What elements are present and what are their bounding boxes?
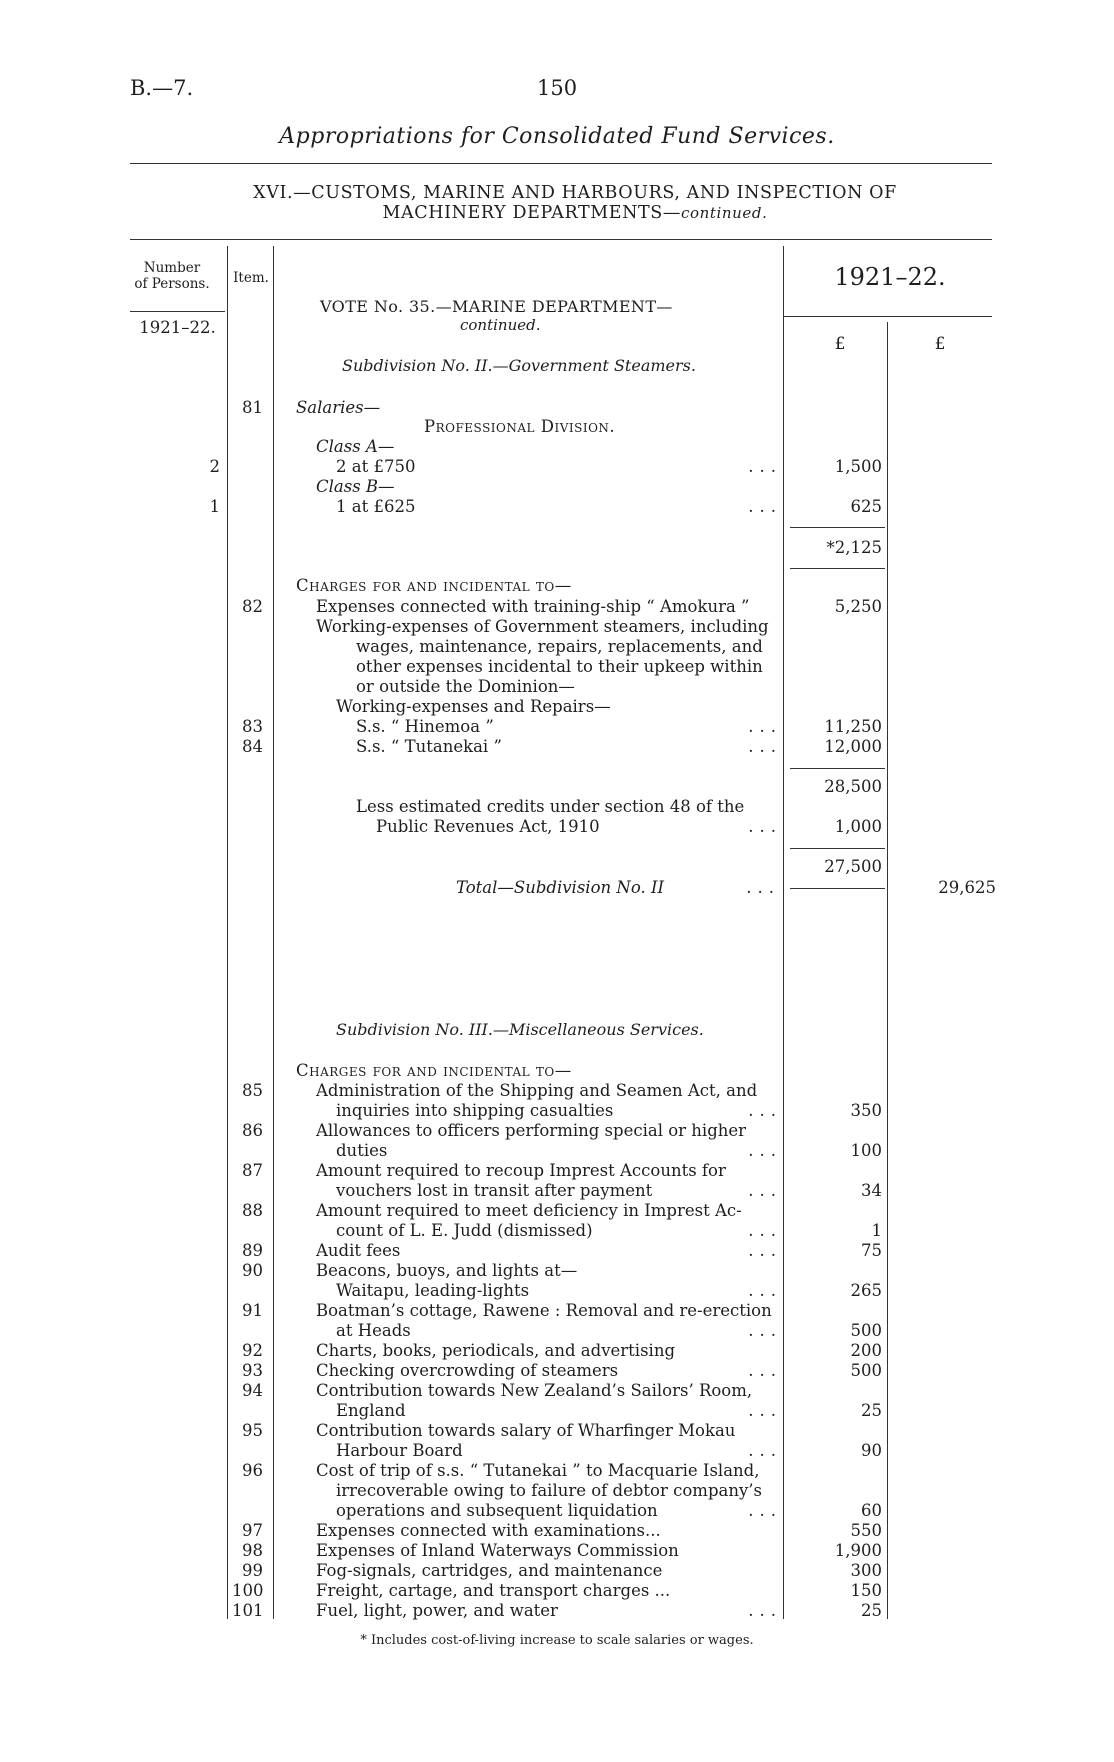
section-heading	[150, 183, 1000, 223]
row-description: other expenses incidental to their upkeep within	[356, 657, 763, 676]
row-description: Harbour Board	[336, 1441, 463, 1460]
subtotal-rule	[790, 527, 885, 528]
row-description: irrecoverable owing to failure of debtor company’s	[336, 1481, 763, 1500]
row-description: 2 at £750	[336, 457, 416, 476]
table-row	[0, 637, 1114, 657]
item-number: 89	[242, 1241, 263, 1260]
row-amount: 25	[861, 1601, 882, 1620]
row-description: Waitapu, leading-lights	[336, 1281, 530, 1300]
row-description: Boatman’s cottage, Rawene : Removal and re-erection	[316, 1301, 772, 1320]
dot-leader: ...	[746, 878, 780, 897]
persons-count: 2	[209, 457, 220, 476]
item-number: 98	[242, 1541, 263, 1560]
dot-leader: ...	[748, 1501, 782, 1520]
table-row	[0, 1241, 1114, 1261]
table-row	[0, 1081, 1114, 1101]
row-description: inquiries into shipping casualties	[336, 1101, 614, 1120]
table-row	[0, 576, 1114, 596]
row-amount: 75	[861, 1241, 882, 1260]
item-number: 93	[242, 1361, 263, 1380]
row-amount: 5,250	[834, 597, 882, 616]
table-row	[0, 797, 1114, 817]
row-description: Charts, books, periodicals, and advertising	[316, 1341, 676, 1360]
item-number: 86	[242, 1121, 263, 1140]
title-rule	[130, 163, 992, 164]
persons-header-rule	[130, 311, 225, 312]
item-number: 100	[232, 1581, 264, 1600]
table-row	[0, 1321, 1114, 1341]
row-amount: 1,000	[834, 817, 882, 836]
table-row	[0, 1361, 1114, 1381]
total-label: Total—Subdivision No. II	[456, 878, 664, 897]
table-row	[0, 697, 1114, 717]
header-persons-label: of Persons.	[134, 276, 210, 292]
subtotal-rule	[790, 568, 885, 569]
table-row	[0, 1581, 1114, 1601]
row-description: Contribution towards salary of Wharfinger Mokau	[316, 1421, 736, 1440]
row-amount: 625	[850, 497, 882, 516]
row-description: Expenses connected with examinations...	[316, 1521, 661, 1540]
section-heading-line1: XVI.—CUSTOMS, MARINE AND HARBOURS, AND INSPECTION OF	[253, 183, 897, 203]
item-number: 88	[242, 1201, 263, 1220]
row-amount: 1	[871, 1221, 882, 1240]
row-description: 1 at £625	[336, 497, 416, 516]
header-number-label: Number	[143, 260, 201, 276]
dot-leader: ...	[748, 1401, 782, 1420]
row-description: Amount required to recoup Imprest Accounts for	[316, 1161, 726, 1180]
row-amount: 300	[850, 1561, 882, 1580]
vote-title: VOTE No. 35.—MARINE DEPARTMENT—	[320, 297, 673, 316]
row-description: wages, maintenance, repairs, replacements, and	[356, 637, 763, 656]
row-description: Audit fees	[316, 1241, 401, 1260]
dot-leader: ...	[748, 1281, 782, 1300]
subdivision-2-title: Subdivision No. II.—Government Steamers.	[342, 356, 696, 375]
subdivision-total: 29,625	[938, 878, 996, 897]
row-amount: 1,900	[834, 1541, 882, 1560]
table-row	[0, 1121, 1114, 1141]
dot-leader: ...	[748, 1441, 782, 1460]
row-description: Expenses connected with training-ship “ Amokura ”	[316, 597, 750, 616]
item-number: 92	[242, 1341, 263, 1360]
subdivision-3-title: Subdivision No. III.—Miscellaneous Services.	[336, 1020, 704, 1039]
header-year-right: 1921–22.	[834, 263, 946, 291]
dot-leader: ...	[748, 1241, 782, 1260]
row-amount: 500	[850, 1321, 882, 1340]
row-description: Contribution towards New Zealand’s Sailors’ Room,	[316, 1381, 753, 1400]
section-heading-line2: MACHINERY DEPARTMENTS—	[382, 203, 681, 223]
row-amount: 150	[850, 1581, 882, 1600]
table-row	[0, 717, 1114, 737]
dot-leader: ...	[748, 717, 782, 736]
subtotal-rule	[790, 848, 885, 849]
row-amount: 500	[850, 1361, 882, 1380]
document-code: B.—7.	[130, 76, 194, 100]
table-row	[0, 538, 1114, 558]
row-description: Fog-signals, cartridges, and maintenance	[316, 1561, 663, 1580]
dot-leader: ...	[748, 497, 782, 516]
table-row	[0, 617, 1114, 637]
table-row	[0, 737, 1114, 757]
row-description: duties	[336, 1141, 388, 1160]
row-description: Charges for and incidental to—	[296, 1061, 572, 1080]
row-amount: 25	[861, 1401, 882, 1420]
table-row	[0, 1461, 1114, 1481]
table-row	[0, 1601, 1114, 1621]
table-row	[0, 1381, 1114, 1401]
item-number: 83	[242, 717, 263, 736]
dot-leader: ...	[748, 1141, 782, 1160]
table-row	[0, 1261, 1114, 1281]
dot-leader: ...	[748, 457, 782, 476]
persons-count: 1	[209, 497, 220, 516]
table-row	[0, 1281, 1114, 1301]
table-row	[0, 398, 1114, 418]
row-description: Allowances to officers performing special or higher	[316, 1121, 747, 1140]
subtotal-amount: 28,500	[824, 777, 882, 796]
row-description: Working-expenses and Repairs—	[336, 697, 611, 716]
table-row	[0, 817, 1114, 837]
table-row	[0, 1501, 1114, 1521]
item-number: 90	[242, 1261, 263, 1280]
row-amount: 11,250	[824, 717, 882, 736]
item-number: 95	[242, 1421, 263, 1440]
table-row	[0, 657, 1114, 677]
table-row	[0, 1161, 1114, 1181]
item-number: 101	[232, 1601, 264, 1620]
item-number: 96	[242, 1461, 263, 1480]
table-row	[0, 777, 1114, 797]
row-amount: 200	[850, 1341, 882, 1360]
row-description: count of L. E. Judd (dismissed)	[336, 1221, 593, 1240]
dot-leader: ...	[748, 817, 782, 836]
row-description: Amount required to meet deficiency in Imprest Ac-	[316, 1201, 742, 1220]
subtotal-amount: *2,125	[826, 538, 882, 557]
table-row	[0, 437, 1114, 457]
row-amount: 1,500	[834, 457, 882, 476]
row-description: at Heads	[336, 1321, 411, 1340]
header-item: Item.	[233, 270, 269, 286]
row-description: Less estimated credits under section 48 of the	[356, 797, 745, 816]
row-description: Professional Division.	[424, 417, 616, 436]
row-description: Expenses of Inland Waterways Commission	[316, 1541, 679, 1560]
row-description: Beacons, buoys, and lights at—	[316, 1261, 578, 1280]
dot-leader: ...	[748, 1361, 782, 1380]
row-amount: 12,000	[824, 737, 882, 756]
row-description: Class B—	[316, 477, 395, 496]
row-description: Administration of the Shipping and Seamen Act, and	[316, 1081, 758, 1100]
table-row	[0, 417, 1114, 437]
dot-leader: ...	[748, 1321, 782, 1340]
table-row	[0, 1101, 1114, 1121]
item-number: 94	[242, 1381, 263, 1400]
table-row	[0, 1401, 1114, 1421]
dot-leader: ...	[748, 1181, 782, 1200]
item-number: 91	[242, 1301, 263, 1320]
row-description: Class A—	[316, 437, 395, 456]
header-number-of-persons	[122, 260, 222, 292]
vote-continued: continued.	[460, 316, 541, 334]
item-number: 99	[242, 1561, 263, 1580]
pound-sign-2: £	[934, 334, 946, 354]
table-row	[0, 857, 1114, 877]
table-row	[0, 1181, 1114, 1201]
pound-sign-1: £	[834, 334, 846, 354]
table-row	[0, 677, 1114, 697]
table-row	[0, 1221, 1114, 1241]
subtotal-amount: 27,500	[824, 857, 882, 876]
table-row	[0, 1561, 1114, 1581]
dot-leader: ...	[748, 1101, 782, 1120]
table-row	[0, 1341, 1114, 1361]
row-description: Public Revenues Act, 1910	[376, 817, 600, 836]
table-top-rule	[130, 239, 992, 240]
table-row	[0, 1141, 1114, 1161]
row-amount: 90	[861, 1441, 882, 1460]
row-amount: 550	[850, 1521, 882, 1540]
footnote: * Includes cost-of-living increase to scale salaries or wages.	[360, 1633, 754, 1648]
item-number: 84	[242, 737, 263, 756]
row-description: Salaries—	[296, 398, 381, 417]
row-description: Working-expenses of Government steamers, including	[316, 617, 769, 636]
row-description: England	[336, 1401, 406, 1420]
section-heading-continued: continued.	[680, 204, 768, 222]
subtotal-rule	[790, 768, 885, 769]
table-row	[0, 1061, 1114, 1081]
item-number: 81	[242, 398, 263, 417]
row-description: Cost of trip of s.s. “ Tutanekai ” to Macquarie Island,	[316, 1461, 760, 1480]
row-description: Checking overcrowding of steamers	[316, 1361, 619, 1380]
table-row	[0, 1541, 1114, 1561]
row-description: operations and subsequent liquidation	[336, 1501, 658, 1520]
row-description: Charges for and incidental to—	[296, 576, 572, 595]
row-description: S.s. “ Tutanekai ”	[356, 737, 502, 756]
table-row	[0, 1481, 1114, 1501]
table-row-total	[0, 878, 1114, 898]
dot-leader: ...	[748, 737, 782, 756]
row-amount: 34	[861, 1181, 882, 1200]
row-amount: 60	[861, 1501, 882, 1520]
table-row	[0, 1421, 1114, 1441]
table-row	[0, 1521, 1114, 1541]
table-row	[0, 597, 1114, 617]
row-description: Fuel, light, power, and water	[316, 1601, 558, 1620]
table-row	[0, 1201, 1114, 1221]
year-header-rule	[783, 316, 992, 317]
row-amount: 265	[850, 1281, 882, 1300]
table-row	[0, 1441, 1114, 1461]
item-number: 87	[242, 1161, 263, 1180]
dot-leader: ...	[748, 1221, 782, 1240]
page-number: 150	[537, 76, 578, 100]
total-rule	[790, 888, 885, 889]
item-number: 97	[242, 1521, 263, 1540]
row-description: S.s. “ Hinemoa ”	[356, 717, 494, 736]
page-title: Appropriations for Consolidated Fund Services.	[279, 124, 835, 149]
table-row	[0, 497, 1114, 517]
item-number: 82	[242, 597, 263, 616]
row-amount: 100	[850, 1141, 882, 1160]
table-row	[0, 1301, 1114, 1321]
header-year-left: 1921–22.	[139, 318, 216, 337]
row-amount: 350	[850, 1101, 882, 1120]
table-row	[0, 457, 1114, 477]
dot-leader: ...	[748, 1601, 782, 1620]
table-row	[0, 477, 1114, 497]
row-description: vouchers lost in transit after payment	[336, 1181, 653, 1200]
item-number: 85	[242, 1081, 263, 1100]
row-description: Freight, cartage, and transport charges ...	[316, 1581, 671, 1600]
row-description: or outside the Dominion—	[356, 677, 575, 696]
